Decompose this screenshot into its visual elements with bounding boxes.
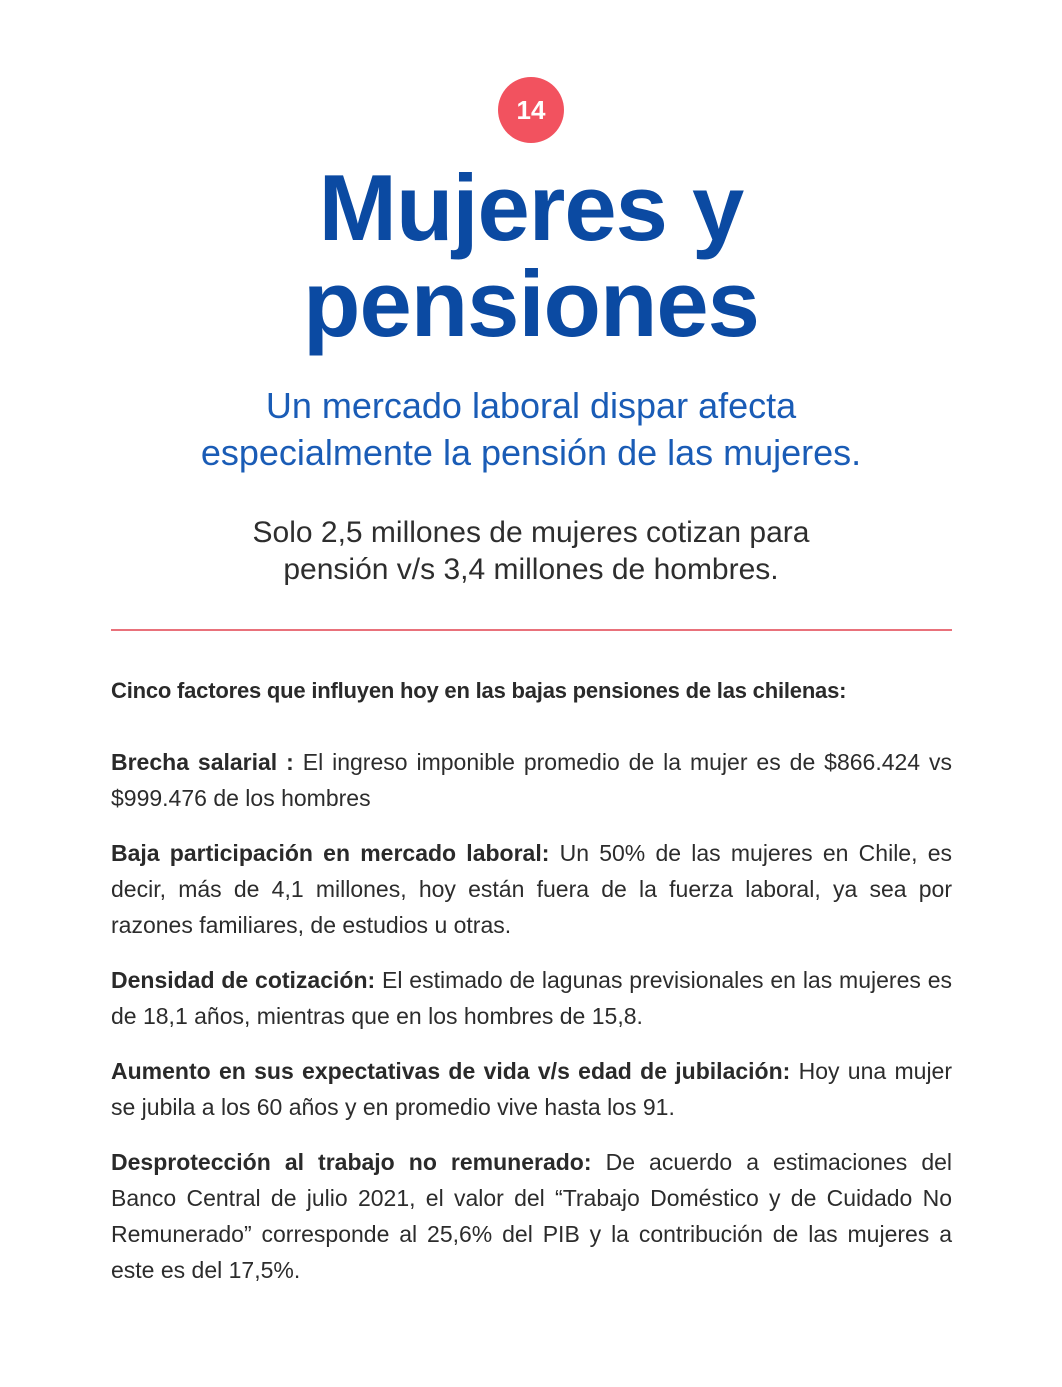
page-title-line: pensiones — [303, 251, 759, 356]
factor-label: Baja participación en mercado laboral: — [111, 840, 550, 866]
page-title — [0, 155, 1062, 356]
factor-label: Desprotección al trabajo no remunerado: — [111, 1149, 592, 1175]
factor-text: El estimado de lagunas previsionales en las mujeres es de 18,1 años, mientras que en los hombres de 15,8. — [111, 967, 952, 1029]
divider — [111, 629, 952, 631]
factors-heading: Cinco factores que influyen hoy en las bajas pensiones de las chilenas: — [111, 678, 847, 703]
subtitle — [0, 382, 1062, 476]
factor-label: Brecha salarial : — [111, 749, 294, 775]
factor-text: Hoy una mujer se jubila a los 60 años y en promedio vive hasta los 91. — [111, 1058, 952, 1120]
factor-label: Densidad de cotización: — [111, 967, 376, 993]
factor-item — [111, 835, 952, 943]
factor-item — [111, 744, 952, 816]
page-number-badge: 14 — [498, 77, 564, 143]
stat-line: Solo 2,5 millones de mujeres cotizan para — [252, 516, 810, 549]
stat-line: pensión v/s 3,4 millones de hombres. — [283, 553, 779, 586]
subtitle-line: Un mercado laboral dispar afecta — [265, 385, 797, 426]
factor-item — [111, 1053, 952, 1125]
page-title-line: Mujeres y — [318, 155, 744, 260]
stat-highlight — [0, 514, 1062, 588]
factor-text: De acuerdo a estimaciones del Banco Central de julio 2021, el valor del “Trabajo Doméstico y de Cuidado No Remunerado” corresponde al 25,6% del PIB y la contribución de las mujeres a este es del 17,5%. — [111, 1149, 953, 1283]
factor-label: Aumento en sus expectativas de vida v/s edad de jubilación: — [111, 1058, 791, 1084]
factor-text: El ingreso imponible promedio de la mujer es de $866.424 vs $999.476 de los hombres — [111, 749, 953, 811]
factor-item — [111, 962, 952, 1034]
subtitle-line: especialmente la pensión de las mujeres. — [200, 432, 862, 473]
factor-item — [111, 1144, 952, 1288]
factor-text: Un 50% de las mujeres en Chile, es decir, más de 4,1 millones, hoy están fuera de la fuerza laboral, ya sea por razones familiares, de estudios u otras. — [111, 840, 952, 938]
factors-list — [111, 744, 952, 1307]
